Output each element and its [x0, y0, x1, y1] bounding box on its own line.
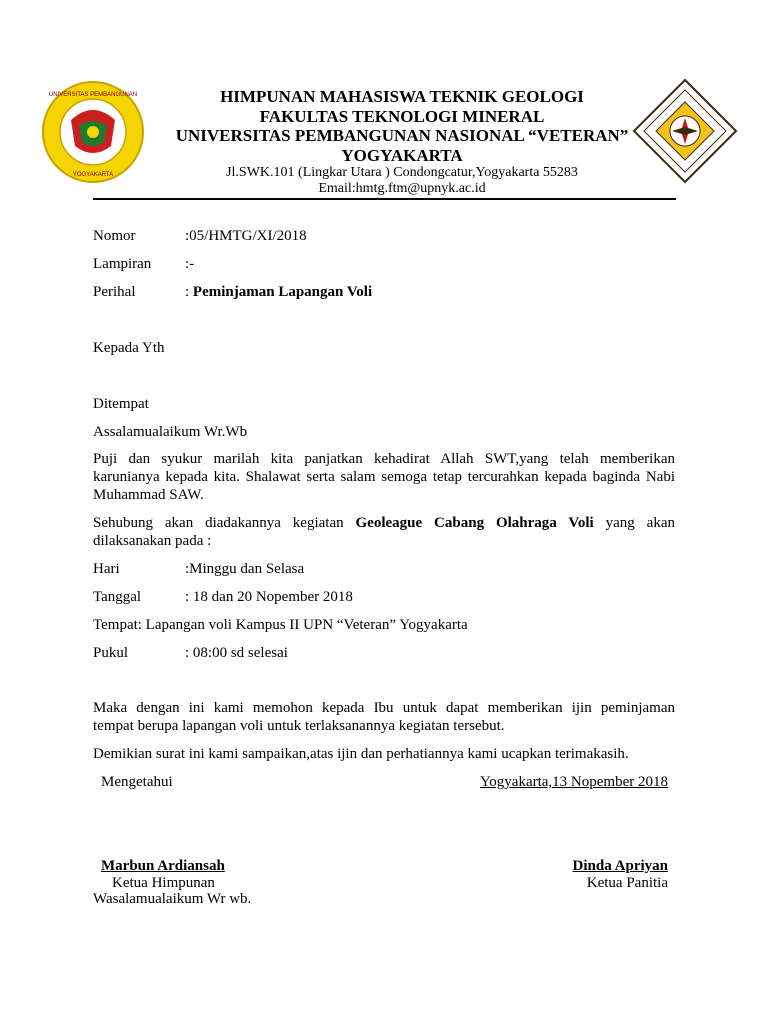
paragraph-1-line-3: Muhammad SAW. — [93, 487, 204, 503]
paragraph-1-line-2: karunianya kepada kita. Shalawat serta salam semoga tetap tercurahkan kepada baginda Nabi — [93, 469, 675, 485]
hari-value: :Minggu dan Selasa — [185, 561, 305, 577]
header-divider — [93, 198, 676, 200]
right-signatory-title: Ketua Panitia — [586, 875, 668, 891]
paragraph-1-line-1: Puji dan syukur marilah kita panjatkan kehadirat Allah SWT,yang telah memberikan — [93, 451, 675, 467]
svg-text:YOGYAKARTA: YOGYAKARTA — [72, 172, 114, 178]
header-address: Jl.SWK.101 (Lingkar Utara ) Condongcatur,Yogyakarta 55283 — [226, 165, 578, 180]
header-line-4: YOGYAKARTA — [341, 146, 463, 165]
pukul-label: Pukul — [93, 645, 129, 661]
tempat-line: Tempat: Lapangan voli Kampus II UPN “Veteran” Yogyakarta — [93, 617, 468, 633]
svg-text:UNIVERSITAS PEMBANGUNAN: UNIVERSITAS PEMBANGUNAN — [48, 92, 138, 98]
lampiran-label: Lampiran — [93, 256, 152, 272]
perihal-value-line — [185, 284, 372, 301]
perihal-label: Perihal — [93, 284, 136, 300]
left-signatory-name-text: Marbun Ardiansah — [101, 858, 225, 874]
salam-opening: Assalamualaikum Wr.Wb — [93, 424, 248, 440]
header-line-1: HIMPUNAN MAHASISWA TEKNIK GEOLOGI — [220, 87, 584, 106]
paragraph-3-line-1: Maka dengan ini kami memohon kepada Ibu untuk dapat memberikan ijin peminjaman — [93, 700, 675, 716]
paragraph-3-line-2: tempat berupa lapangan voli untuk terlaksanannya kegiatan tersebut. — [93, 718, 505, 734]
kepada: Kepada Yth — [93, 340, 165, 356]
tanggal-value: : 18 dan 20 Nopember 2018 — [185, 589, 353, 605]
salam-closing: Wasalamualaikum Wr wb. — [93, 891, 252, 907]
nomor-value: :05/HMTG/XI/2018 — [185, 228, 307, 244]
header-email: Email:hmtg.ftm@upnyk.ac.id — [318, 181, 486, 196]
pukul-value: : 08:00 sd selesai — [185, 645, 288, 661]
left-signatory-name — [101, 858, 225, 875]
header-line-3: UNIVERSITAS PEMBANGUNAN NASIONAL “VETERAN” — [175, 126, 629, 145]
ditempat: Ditempat — [93, 396, 149, 412]
lampiran-value: :- — [185, 256, 195, 272]
nomor-label: Nomor — [93, 228, 136, 244]
header-line-2: FAKULTAS TEKNOLOGI MINERAL — [259, 107, 545, 126]
place-date — [480, 774, 668, 791]
left-signatory-title: Ketua Himpunan — [112, 875, 215, 891]
tanggal-label: Tanggal — [93, 589, 142, 605]
hari-label: Hari — [93, 561, 120, 577]
paragraph-2-pre: Sehubung akan diadakannya kegiatan — [93, 515, 356, 531]
right-signatory-name-text: Dinda Apriyan — [572, 858, 668, 874]
paragraph-2-post: yang akan — [593, 515, 675, 531]
perihal-colon: : — [185, 284, 193, 300]
place-date-text: Yogyakarta,13 Nopember 2018 — [479, 774, 668, 790]
event-name: Geoleague Cabang Olahraga Voli — [355, 515, 594, 531]
mengetahui: Mengetahui — [101, 774, 173, 790]
paragraph-2-line-1 — [93, 515, 675, 532]
paragraph-4: Demikian surat ini kami sampaikan,atas ijin dan perhatiannya kami ucapkan terimakasih. — [93, 746, 629, 762]
perihal-value: Peminjaman Lapangan Voli — [192, 284, 373, 300]
right-signatory-name — [573, 858, 668, 875]
paragraph-2-line-2: dilaksanakan pada : — [93, 533, 212, 549]
